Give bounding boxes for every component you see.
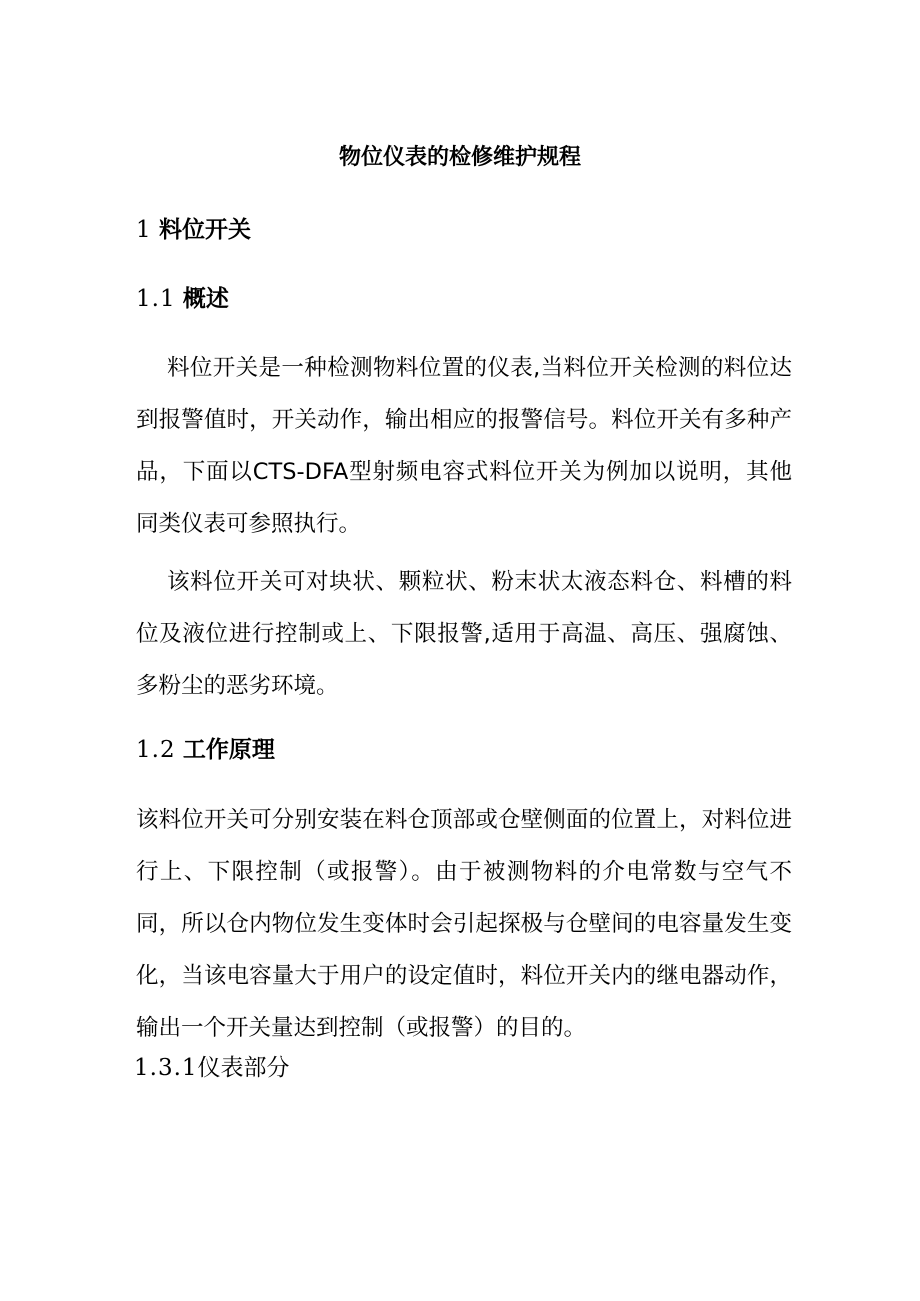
section-number: 1 bbox=[136, 217, 152, 243]
section-title: 料位开关 bbox=[158, 217, 251, 243]
document-title: 物位仪表的检修维护规程 bbox=[338, 145, 581, 170]
section-heading-1-1 bbox=[136, 279, 229, 319]
section-number: 1.2 bbox=[136, 737, 176, 763]
overview-paragraph-1: 料位开关是一种检测物料位置的仪表,当料位开关检测的料位达到报警值时，开关动作，输出相应的报警信号。料位开关有多种产品，下面以CTS-DFA型射频电容式料位开关为例加以说明，其他同类仪表可参照执行。 bbox=[136, 355, 792, 537]
section-heading-1-2 bbox=[136, 730, 275, 770]
section-title: 工作原理 bbox=[182, 737, 275, 763]
section-heading-1-3-1 bbox=[134, 1048, 290, 1088]
section-number: 1.3.1 bbox=[134, 1055, 198, 1081]
principle-paragraph: 该料位开关可分别安装在料仓顶部或仓壁侧面的位置上，对料位进行上、下限控制（或报警）。由于被测物料的介电常数与空气不同，所以仓内物位发生变体时会引起探极与仓壁间的电容量发生变化，当该电容量大于用户的设定值时，料位开关内的继电器动作，输出一个开关量达到控制（或报警）的目的。 bbox=[136, 807, 792, 1041]
overview-paragraph-2: 该料位开关可对块状、颗粒状、粉末状太液态料仓、料槽的料位及液位进行控制或上、下限报警,适用于高温、高压、强腐蚀、多粉尘的恶劣环境。 bbox=[136, 569, 792, 699]
section-heading-1 bbox=[136, 210, 251, 250]
section-title: 概述 bbox=[182, 286, 229, 312]
section-title: 仪表部分 bbox=[197, 1055, 290, 1081]
section-number: 1.1 bbox=[136, 286, 176, 312]
